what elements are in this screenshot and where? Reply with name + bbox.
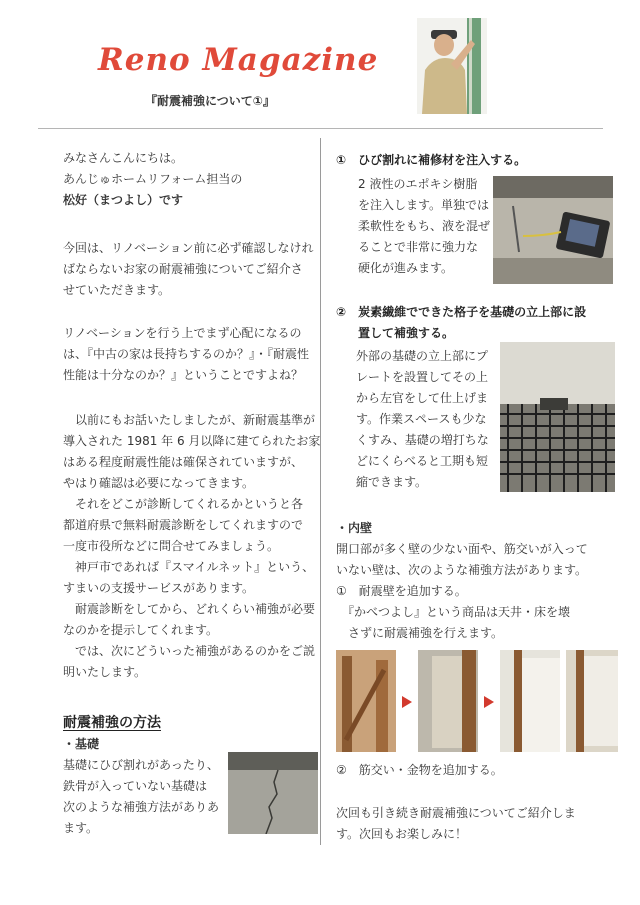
greeting-line: みなさんこんにちは。 bbox=[63, 151, 184, 165]
foundation-block bbox=[63, 734, 219, 839]
text-line: せていただきます。 bbox=[63, 283, 171, 297]
text-line: 鉄骨が入っていない基礎は bbox=[63, 779, 208, 793]
text-line: どにくらべると工期も短 bbox=[356, 454, 489, 468]
text-line: ばならないお家の耐震補強についてご紹介さ bbox=[63, 262, 303, 276]
text-line: を注入します。単独では bbox=[358, 198, 490, 212]
text-line: 今回は、リノベーション前に必ず確認しなけれ bbox=[63, 241, 314, 255]
text-line: ます。 bbox=[63, 821, 99, 835]
author-name: 松好（まつよし）です bbox=[63, 193, 184, 207]
step-arrow-icon bbox=[484, 696, 494, 708]
text-line: 『かべつよし』という商品は天井・床を壊 bbox=[336, 605, 571, 619]
item2-text bbox=[356, 346, 489, 493]
text-line: す。次回もお楽しみに！ bbox=[336, 827, 468, 841]
page-subtitle: 『耐震補強について①』 bbox=[145, 94, 275, 108]
text-line: 以前にもお話いたしましたが、新耐震基準が bbox=[63, 413, 316, 427]
text-line: それをどこが診断してくれるかというと各 bbox=[63, 497, 304, 511]
wall-reinforcement-photos bbox=[336, 650, 618, 752]
intro-paragraph-3 bbox=[63, 410, 320, 683]
text-line: 都道府県で無料耐震診断をしてくれますので bbox=[63, 518, 304, 532]
closing-text bbox=[336, 803, 576, 845]
text-line: リノベーションを行う上でまず心配になるの bbox=[63, 326, 302, 340]
text-line: 柔軟性をもち、液を混ぜ bbox=[358, 219, 491, 233]
interior-block bbox=[336, 518, 588, 644]
text-line: から左官をして仕上げま bbox=[356, 391, 489, 405]
text-line: では、次にどういった補強があるのかをご説 bbox=[63, 644, 316, 658]
greeting-block bbox=[63, 148, 242, 211]
text-line: 縮できます。 bbox=[356, 475, 428, 489]
text-line: 開口部が多く壁の少ない面や、筋交いが入って bbox=[336, 542, 588, 556]
item1-text bbox=[358, 174, 490, 279]
epoxy-injection-photo bbox=[493, 176, 613, 284]
text-line: す。作業スペースも少な bbox=[356, 412, 487, 426]
intro-paragraph-1 bbox=[63, 238, 314, 301]
text-line: ① 耐震壁を追加する。 bbox=[336, 584, 467, 598]
greeting-line: あんじゅホームリフォーム担当の bbox=[63, 172, 243, 186]
text-line: 硬化が進みます。 bbox=[358, 261, 454, 275]
text-line: 2 液性のエポキシ樹脂 bbox=[358, 177, 478, 191]
cracked-foundation-photo bbox=[228, 752, 318, 834]
text-line: 耐震診断をしてから、どれくらい補強が必要 bbox=[63, 602, 316, 616]
text-line: やはり確認は必要になってきます。 bbox=[63, 476, 255, 490]
text-line: 性能は十分なのか？』ということですよね？ bbox=[63, 368, 304, 382]
text-line: 次回も引き続き耐震補強についてご紹介しま bbox=[336, 806, 576, 820]
text-line: ることで非常に強力な bbox=[358, 240, 479, 254]
intro-paragraph-2 bbox=[63, 323, 309, 386]
carbon-grid-photo bbox=[500, 342, 615, 492]
text-line: レートを設置してその上 bbox=[356, 370, 489, 384]
header-divider bbox=[38, 128, 603, 129]
interior-label: ・内壁 bbox=[336, 521, 373, 535]
author-photo bbox=[417, 18, 487, 114]
text-line: 次のような補強方法がありあ bbox=[63, 800, 220, 814]
text-line: はある程度耐震性能は確保されていますが、 bbox=[63, 455, 304, 469]
text-line: なのかを提示してくれます。 bbox=[63, 623, 219, 637]
methods-heading: 耐震補強の方法 bbox=[63, 715, 161, 731]
text-line: いない壁は、次のような補強方法があります。 bbox=[336, 563, 588, 577]
text-line: 基礎にひび割れがあったり、 bbox=[63, 758, 219, 772]
text-line: さずに耐震補強を行えます。 bbox=[336, 626, 504, 640]
foundation-label: ・基礎 bbox=[63, 737, 100, 751]
page-title: Reno Magazine bbox=[98, 42, 379, 78]
text-line: 導入された 1981 年 6 月以降に建てられたお家 bbox=[63, 434, 321, 448]
heading-line: ② 炭素繊維でできた格子を基礎の立上部に設 bbox=[336, 305, 587, 319]
text-line: 外部の基礎の立上部にプ bbox=[356, 349, 489, 363]
text-line: くすみ、基礎の増打ちな bbox=[356, 433, 489, 447]
text-line: 明いたします。 bbox=[63, 665, 147, 679]
brace-item: ② 筋交い・金物を追加する。 bbox=[336, 763, 503, 777]
text-line: 一度市役所などに問合せてみましょう。 bbox=[63, 539, 280, 553]
item2-heading bbox=[336, 302, 586, 344]
item1-heading: ① ひび割れに補修材を注入する。 bbox=[336, 153, 527, 167]
heading-line: 置して補強する。 bbox=[358, 326, 455, 340]
step-arrow-icon bbox=[402, 696, 412, 708]
text-line: 神戸市であれば『スマイルネット』という、 bbox=[63, 560, 315, 574]
text-line: は、『中古の家は長持ちするのか？』・『耐震性 bbox=[63, 347, 310, 361]
text-line: すまいの支援サービスがあります。 bbox=[63, 581, 255, 595]
